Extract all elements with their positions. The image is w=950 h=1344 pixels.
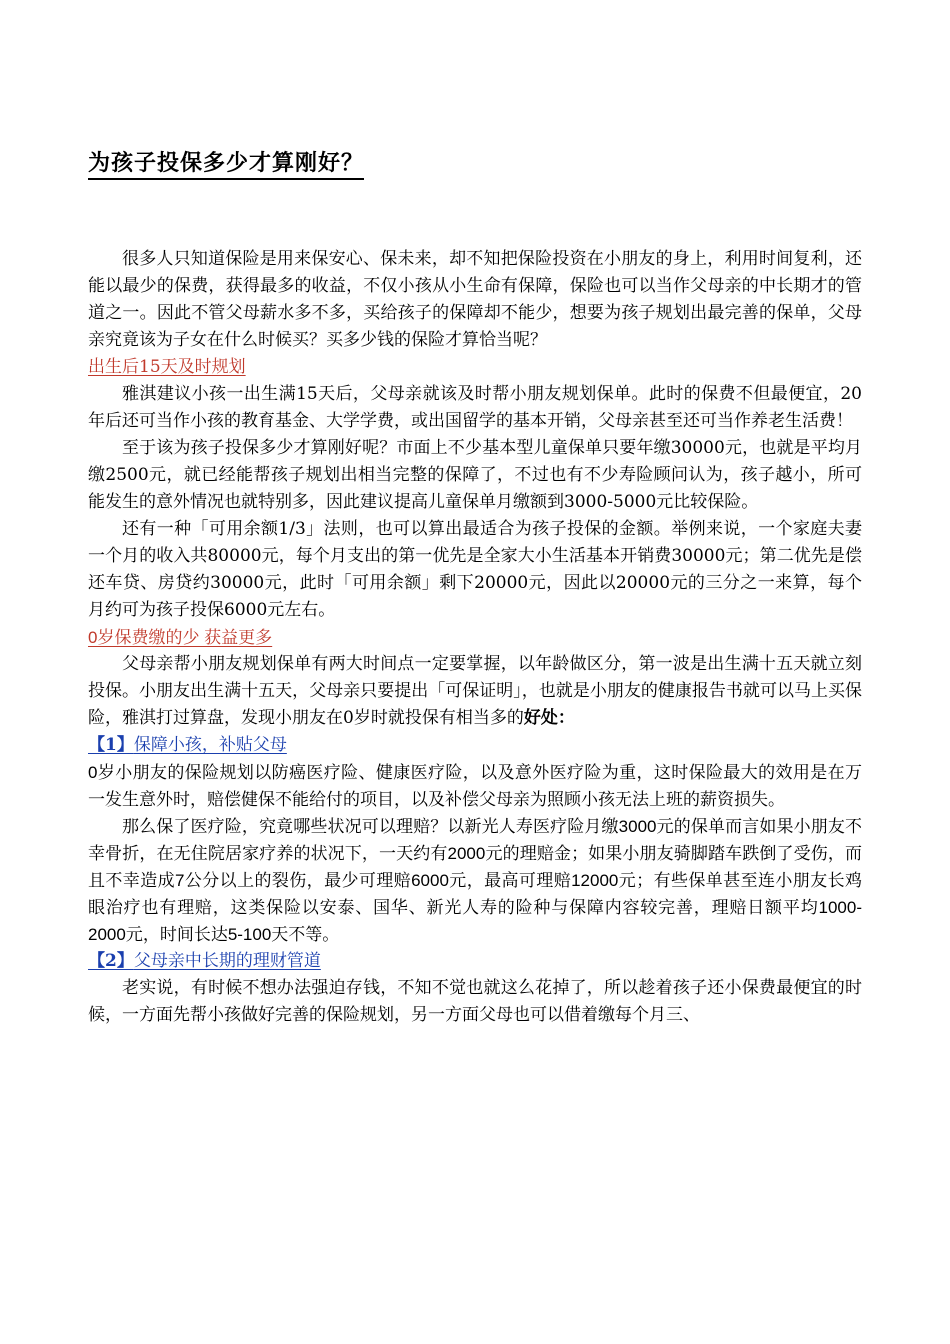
item2-heading: [88, 948, 862, 975]
section1-paragraph-2: 至于该为孩子投保多少才算刚好呢？市面上不少基本型儿童保单只要年缴30000元，也就是平均月缴2500元，就已经能帮孩子规划出相当完整的保障了，不过也有不少寿险顾问认为，孩子越小，所可能发生的意外情况也就特别多，因此建议提高儿童保单月缴额到3000-5000元比较保险。: [88, 438, 862, 512]
item2-title: 父母亲中长期的理财管道: [133, 951, 321, 971]
section1-paragraph-1: 雅淇建议小孩一出生满15天后，父母亲就该及时帮小朋友规划保单。此时的保费不但最便宜，20年后还可当作小孩的教育基金、大学学费，或出国留学的基本开销，父母亲甚至还可当作养老生活费！: [88, 384, 862, 431]
item2-number: 【2】: [88, 951, 134, 971]
section2-paragraph-1: [88, 651, 862, 732]
benefits-label: 好处：: [523, 708, 575, 728]
item1-title: 保障小孩，补贴父母: [133, 735, 287, 755]
article-body: [88, 246, 862, 1029]
item1-number: 【1】: [88, 735, 134, 755]
section1-paragraph-3: 还有一种「可用余额1/3」法则，也可以算出最适合为孩子投保的金额。举例来说，一个家庭夫妻一个月的收入共80000元，每个月支出的第一优先是全家大小生活基本开销费30000元；第二优先是偿还车贷、房贷约30000元，此时「可用余额」剩下20000元，因此以20000元的三分之一来算，每个月约可为孩子投保6000元左右。: [88, 519, 862, 620]
intro-paragraph: 很多人只知道保险是用来保安心、保未来，却不知把保险投资在小朋友的身上，利用时间复利，还能以最少的保费，获得最多的收益，不仅小孩从小生命有保障，保险也可以当作父母亲的中长期才的管道之一。因此不管父母薪水多不多，买给孩子的保障却不能少，想要为孩子规划出最完善的保单，父母亲究竟该为子女在什么时候买？买多少钱的保险才算恰当呢？: [88, 249, 862, 350]
item1-paragraph-1: 0岁小朋友的保险规划以防癌医疗险、健康医疗险，以及意外医疗险为重，这时保险最大的效用是在万一发生意外时，赔偿健保不能给付的项目，以及补偿父母亲为照顾小孩无法上班的薪资损失。: [88, 763, 862, 809]
item1-heading: [88, 732, 862, 759]
section2-paragraph-text: 父母亲帮小朋友规划保单有两大时间点一定要掌握，以年龄做区分，第一波是出生满十五天就立刻投保。小朋友出生满十五天，父母亲只要提出「可保证明」，也就是小朋友的健康报告书就可以马上买保险，雅淇打过算盘，发现小朋友在0岁时就投保有相当多的: [88, 654, 862, 728]
item2-paragraph-1: 老实说，有时候不想办法强迫存钱，不知不觉也就这么花掉了，所以趁着孩子还小保费最便宜的时候，一方面先帮小孩做好完善的保险规划，另一方面父母也可以借着缴每个月三、: [88, 978, 862, 1025]
section-heading-birth-15-days: 出生后15天及时规划: [88, 357, 246, 377]
section-heading-age-zero: 0岁保费缴的少 获益更多: [88, 628, 273, 647]
page-title: 为孩子投保多少才算刚好？: [88, 146, 364, 180]
item1-paragraph-2: 那么保了医疗险，究竟哪些状况可以理赔？以新光人寿医疗险月缴3000元的保单而言如果小朋友不幸骨折，在无住院居家疗养的状况下，一天约有2000元的理赔金；如果小朋友骑脚踏车跌倒了受伤，而且不幸造成7公分以上的裂伤，最少可理赔6000元，最高可理赔12000元；有些保单甚至连小朋友长鸡眼治疗也有理赔，这类保险以安泰、国华、新光人寿的险种与保障内容较完善，理赔日额平均1000-2000元，时间长达5-100天不等。: [88, 817, 862, 944]
